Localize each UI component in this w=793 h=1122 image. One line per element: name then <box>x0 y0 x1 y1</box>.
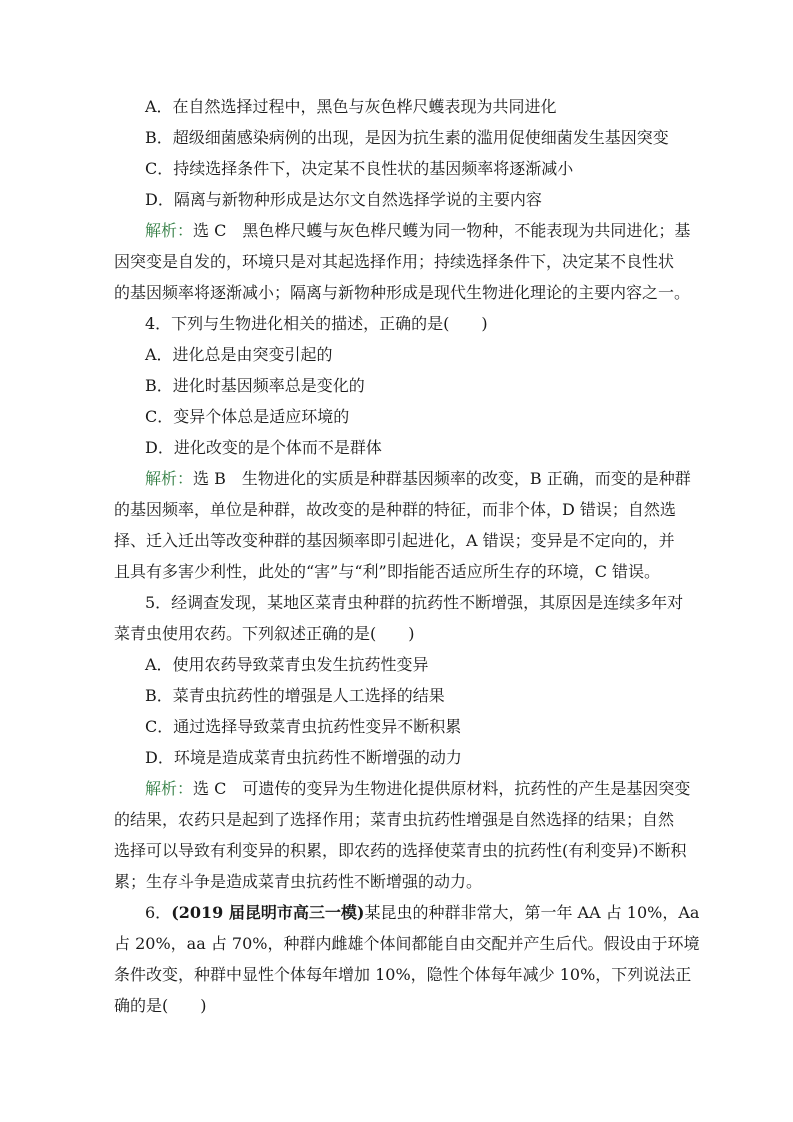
q3-options <box>114 91 681 215</box>
q6-stem-line-3: 条件改变，种群中显性个体每年增加 10%，隐性个体每年减少 10%，下列说法正 <box>114 965 692 984</box>
q5-option-d: D．环境是造成菜青虫抗药性不断增强的动力 <box>145 748 462 767</box>
analysis-label: 解析： <box>145 221 194 240</box>
q6-number: 6． <box>145 903 172 922</box>
q5-stem-line-2: 菜青虫使用农药。下列叙述正确的是( ) <box>114 624 415 643</box>
q3-option-a: A．在自然选择过程中，黑色与灰色桦尺蠖表现为共同进化 <box>145 97 557 116</box>
q3-option-c: C．持续选择条件下，决定某不良性状的基因频率将逐渐减小 <box>145 159 574 178</box>
q5-option-b: B．菜青虫抗药性的增强是人工选择的结果 <box>145 686 445 705</box>
q4-analysis <box>114 463 691 587</box>
analysis-label: 解析： <box>145 779 194 798</box>
q4-analysis-line-1: 选 B 生物进化的实质是种群基因频率的改变，B 正确，而变的是种群 <box>193 469 691 488</box>
q5-analysis <box>114 773 691 897</box>
q5-analysis-line-2: 的结果，农药只是起到了选择作用；菜青虫抗药性增强是自然选择的结果；自然 <box>114 810 675 829</box>
q5-option-c: C．通过选择导致菜青虫抗药性变异不断积累 <box>145 717 462 736</box>
q5-stem-line-1: 5．经调查发现，某地区菜青虫种群的抗药性不断增强，其原因是连续多年对 <box>145 593 684 612</box>
q6-source: (2019 届昆明市高三一模) <box>171 903 365 922</box>
q4-option-b: B．进化时基因频率总是变化的 <box>145 376 365 395</box>
q3-analysis-line-2: 因突变是自发的，环境只是对其起选择作用；持续选择条件下，决定某不良性状 <box>114 252 675 271</box>
q3-analysis-line-1: 选 C 黑色桦尺蠖与灰色桦尺蠖为同一物种，不能表现为共同进化；基 <box>193 221 691 240</box>
q4-analysis-line-2: 的基因频率，单位是种群，故改变的是种群的特征，而非个体，D 错误；自然选 <box>114 500 676 519</box>
q4-analysis-line-3: 择、迁入迁出等改变种群的基因频率即引起进化，A 错误；变异是不定向的，并 <box>114 531 675 550</box>
analysis-label: 解析： <box>145 469 194 488</box>
q5-analysis-line-3: 选择可以导致有利变异的积累，即农药的选择使菜青虫的抗药性(有利变异)不断积 <box>114 841 687 860</box>
q3-option-b: B．超级细菌感染病例的出现，是因为抗生素的滥用促使细菌发生基因突变 <box>145 128 669 147</box>
q5-analysis-line-4: 累；生存斗争是造成菜青虫抗药性不断增强的动力。 <box>114 872 483 891</box>
q3-option-d: D．隔离与新物种形成是达尔文自然选择学说的主要内容 <box>145 190 542 209</box>
q6-stem-line-1 <box>114 897 700 928</box>
q6-stem-line-2: 占 20%，aa 占 70%，种群内雌雄个体间都能自由交配并产生后代。假设由于环境 <box>114 934 700 953</box>
q5-option-a: A．使用农药导致菜青虫发生抗药性变异 <box>145 655 429 674</box>
q5-options <box>114 649 681 773</box>
q6-stem-first: 某昆虫的种群非常大，第一年 AA 占 10%，Aa <box>364 903 700 922</box>
q3-analysis <box>114 215 691 308</box>
q4-option-d: D．进化改变的是个体而不是群体 <box>145 438 382 457</box>
q3-analysis-line-3: 的基因频率将逐渐减小；隔离与新物种形成是现代生物进化理论的主要内容之一。 <box>114 283 691 302</box>
q4-option-c: C．变异个体总是适应环境的 <box>145 407 350 426</box>
q5-analysis-line-1: 选 C 可遗传的变异为生物进化提供原材料，抗药性的产生是基因突变 <box>193 779 691 798</box>
q4-option-a: A．进化总是由突变引起的 <box>145 345 333 364</box>
q4-analysis-line-4: 且具有多害少利性，此处的“害”与“利”即指能否适应所生存的环境，C 错误。 <box>114 562 661 581</box>
q4-stem: 4．下列与生物进化相关的描述，正确的是( ) <box>145 314 488 333</box>
q6-stem-line-4: 确的是( ) <box>114 996 207 1015</box>
q4-options <box>114 339 681 463</box>
